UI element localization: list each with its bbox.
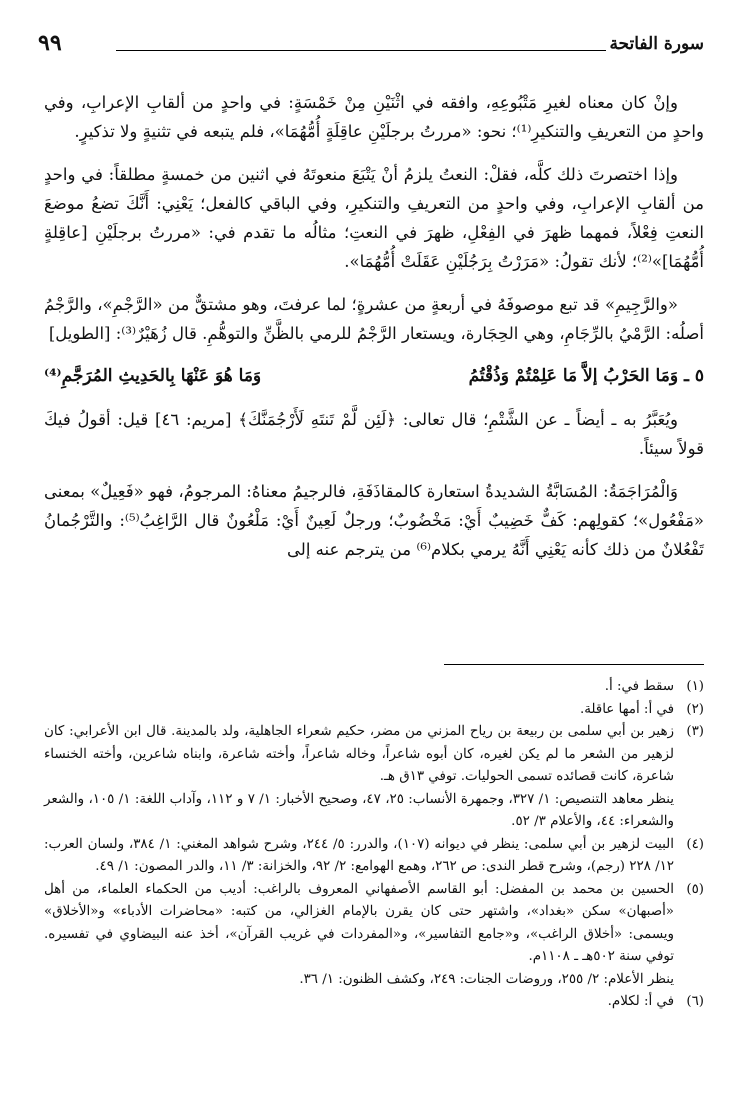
footnote-number: (٦) [686, 994, 704, 1009]
footnote-number: (٢) [686, 701, 704, 717]
footnote-separator [444, 664, 704, 665]
paragraph-1: وإنْ كان معناه لغيرِ مَتْبُوعِهِ، وافقه في اثْنَيْنِ مِنْ خَمْسَةٍ: في واحدٍ من ألقابِ الإعرابِ، وفي واحدٍ من التعريفِ والتنكيرِ⁽¹⁾؛ نحو: «مررتُ برجلَيْنِ عاقِلَةٍ أُمُّهُمَا»، فلم يتبعه في تثنيةٍ ولا تذكيرٍ. [44, 93, 704, 141]
footnote-text-block [44, 879, 674, 992]
footnote-text: في أ: لكلام. [607, 994, 674, 1009]
footnote-number: (١) [686, 679, 704, 694]
footnote-text: في أ: أمها عاقلة. [579, 701, 674, 717]
footnote-text: الحسين بن محمد بن المفضل: أبو القاسم الأصفهاني المعروف بالراغب: أديب من الحكماء العلماء، من أهل «أصبهان» سكن «بغداد»، واشتهر حتى كان يقرن بالإمام الغزالي، من كتبه: «محاضرات الأدباء» و«الأخلاق» ويسمى: «أخلاق الراغب»، و«جامع التفاسير»، و«المفردات في غريب القرآن»، أخذ عنه البيضاوي في تفسيره. توفي سنة ٥٠٢هـ ـ ١١٠٨م. [44, 881, 674, 964]
footnote-text: سقط في: أ. [604, 679, 674, 694]
page-number: ٩٩ [38, 30, 62, 56]
paragraph-5: وَالْمُرَاجَمَةُ: المُسَابَّةُ الشديدةُ استعارة كالمقاذَفَةِ، فالرجيمُ معناهُ: المرجومُ، فهو «فَعِيلٌ» بمعنى «مَفْعُول»؛ كقولِهم: كَفٌّ خَضِيبٌ أَيْ: مَخْضُوبٌ؛ ورجلٌ لَعِينٌ أَيْ: مَلْعُونٌ قال الرَّاغِبُ⁽⁵⁾: والتَّرْجُمانُ تَفْعُلانٌ من ذلك كأنه يَعْنِي أَنَّهُ يرمي بكلام⁽⁶⁾ من يترجم عنه إلى [44, 482, 705, 559]
header-rule [116, 50, 606, 51]
footnote [44, 676, 704, 699]
footnote-number: (٤) [686, 836, 704, 852]
footnote [44, 721, 704, 834]
page-header [38, 30, 704, 64]
footnote [44, 834, 704, 879]
footnote-text-block [44, 721, 674, 834]
footnote [44, 991, 704, 1014]
main-text [44, 88, 704, 578]
verse-second-hemistich: وَمَا هُوَ عَنْهَا بِالحَدِيثِ المُرَجَّمِ⁽⁴⁾ [44, 366, 262, 386]
footnote-sources: ينظر الأعلام: ٢/ ٢٥٥، وروضات الجنات: ٢٤٩، وكشف الظنون: ١/ ٣٦. [299, 971, 674, 987]
verse-first-hemistich: ٥ ـ وَمَا الحَرْبُ إلاَّ مَا عَلِمْتُمْ وَذُقْتُمُ [468, 366, 704, 386]
paragraph-3: «والرَّجِيمِ» قد تبع موصوفَهُ في أربعةٍ من عشرةٍ؛ لما عرفتَ، وهو مشتقٌّ من «الرَّجْمِ»، والرَّجْمُ أصلُه: الرَّمْيُ بالرِّجَامِ، وهي الحِجَارة، ويستعار الرَّجْمُ للرمي بالظَّنِّ والتوهُّمِ. قال زُهَيْرٌ⁽³⁾: [الطويل] [44, 295, 704, 343]
footnote-text: البيت لزهير بن أبي سلمى: ينظر في ديوانه (١٠٧)، والدرر: ٥/ ٢٤٤، وشرح شواهد المغني: ١/ ٣٨٤، ولسان العرب: ١٢/ ٢٢٨ (رجم)، وشرح قطر الندى: ص ٢٦٢، وهمع الهوامع: ٢/ ٩٢، والخزانة: ٣/ ١١، والدر المصون: ١/ ٤٩. [44, 836, 674, 874]
footnote-sources: ينظر معاهد التنصيص: ١/ ٣٢٧، وجمهرة الأنساب: ٢٥، ٤٧، وصحيح الأخبار: ١/ ٧ و ١١٢، وآداب اللغة: ١/ ١٠٥، والشعر والشعراء: ٤٤، والأعلام ٣/ ٥٢. [44, 791, 674, 829]
footnote-number: (٥) [686, 881, 704, 897]
running-title: سورة الفاتحة [609, 34, 704, 54]
paragraph-2: وإذا اختصرتَ ذلك كلَّه، فقلْ: النعتُ يلزمُ أنْ يَتْبَعَ منعوتَهُ في اثنين من خمسةٍ مطلقاً: في واحدٍ من ألقابِ الإعرابِ، وفي واحدٍ من التعريفِ والتنكيرِ، وفي الباقي كالفعل؛ يَعْنِي: أَنَّكَ تضعُ موضعَ النعتِ فِعْلاً، فمهما ظهرَ في الفِعْلِ، ظهرَ في النعتِ؛ مثالُه ما تقدم في: «مررتُ برجلَيْنِ [عاقِلةٍ أُمُّهُمَا]»⁽²⁾؛ لأنك تقولُ: «مَرَرْتُ بِرَجُلَيْنِ عَقَلَتْ أُمُّهُمَا». [44, 165, 704, 271]
footnotes [44, 676, 704, 1014]
poetry-verse [44, 362, 704, 391]
footnote-text: زهير بن أبي سلمى بن ربيعة بن رياح المزني من مضر، حكيم شعراء الجاهلية، ولد بالمدينة. قال ابن الأعرابي: كان لزهير من الشعر ما لم يكن لغيره، كان أبوه شاعراً، وخاله شاعراً، وأخته شاعرة، وابناه شاعرين، وأخته الخنساء شاعرة، كانت قصائده تسمى الحوليات. توفي ١٣ق هـ. [44, 724, 674, 784]
footnote-number: (٣) [686, 724, 704, 739]
paragraph-4: ويُعَبَّرُ به ـ أيضاً ـ عن الشَّتْمِ؛ قال تعالى: ﴿لَئِن لَّمْ تَنتَهِ لَأَرْجُمَنَّكَ﴾ [مريم: ٤٦] قيل: أقولُ فيكَ قولاً سيئاً. [44, 410, 704, 458]
footnote [44, 699, 704, 722]
footnote [44, 879, 704, 992]
